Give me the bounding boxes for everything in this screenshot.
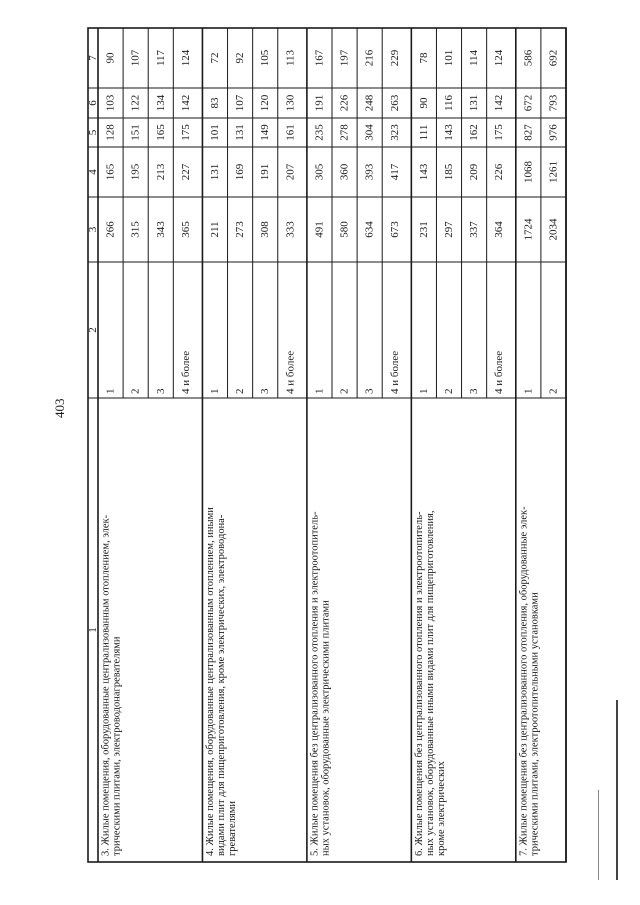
cell-value: 169 <box>234 163 247 181</box>
room-count: 2 <box>547 388 560 394</box>
group-title-line: видами плит для пищеприготовления, кроме электрических, электроводона- <box>215 514 227 856</box>
cell-value: 315 <box>129 221 142 238</box>
cell-value: 634 <box>363 221 376 238</box>
room-count: 2 <box>234 388 247 394</box>
cell-value: 175 <box>493 124 506 141</box>
cell-value: 167 <box>313 49 326 67</box>
cell-value: 248 <box>363 94 376 112</box>
cell-value: 111 <box>417 124 430 141</box>
cell-value: 162 <box>468 124 481 141</box>
cell-value: 143 <box>417 163 430 181</box>
room-count: 4 и более <box>179 350 192 394</box>
cell-value: 122 <box>129 94 142 112</box>
cell-value: 124 <box>493 49 506 67</box>
cell-value: 976 <box>547 124 560 141</box>
cell-value: 92 <box>234 52 247 64</box>
cell-value: 229 <box>388 49 401 67</box>
cell-value: 120 <box>259 94 272 112</box>
cell-value: 114 <box>468 49 481 67</box>
cell-value: 130 <box>284 94 297 112</box>
cell-value: 90 <box>417 97 430 109</box>
cell-value: 333 <box>284 221 297 238</box>
cell-value: 128 <box>104 124 117 141</box>
cell-value: 586 <box>522 49 535 67</box>
column-header: 6 <box>87 100 99 106</box>
cell-value: 278 <box>338 124 351 141</box>
cell-value: 304 <box>363 124 376 141</box>
group-title-line: гревателями <box>226 800 238 856</box>
column-header: 3 <box>87 226 99 233</box>
cell-value: 142 <box>493 94 506 112</box>
cell-value: 226 <box>338 94 351 112</box>
cell-value: 101 <box>209 124 221 141</box>
cell-value: 117 <box>154 49 167 67</box>
cell-value: 113 <box>284 49 297 67</box>
cell-value: 227 <box>179 163 192 181</box>
column-header: 2 <box>87 327 99 333</box>
room-count: 1 <box>104 388 117 394</box>
cell-value: 211 <box>209 221 221 238</box>
group-title-line: ных установок, оборудованные иными видами плит для пищеприготовления, <box>424 510 436 856</box>
room-count: 3 <box>363 388 376 394</box>
cell-value: 337 <box>468 221 481 238</box>
cell-value: 165 <box>154 124 167 141</box>
cell-value: 417 <box>388 163 401 181</box>
cell-value: 134 <box>154 94 167 112</box>
room-count: 3 <box>259 388 272 394</box>
cell-value: 142 <box>179 94 192 112</box>
cell-value: 297 <box>443 221 455 238</box>
cell-value: 692 <box>547 49 560 67</box>
cell-value: 83 <box>209 97 221 109</box>
cell-value: 72 <box>209 52 221 64</box>
cell-value: 226 <box>493 163 506 181</box>
cell-value: 175 <box>179 124 192 141</box>
cell-value: 209 <box>468 163 481 181</box>
cell-value: 827 <box>522 124 535 141</box>
column-header: 1 <box>87 627 99 633</box>
cell-value: 143 <box>443 124 455 141</box>
cell-value: 107 <box>234 94 247 112</box>
group-title-line: трическими плитами, электроотопительными установками <box>529 592 541 856</box>
cell-value: 360 <box>338 163 351 181</box>
room-count: 2 <box>338 388 351 394</box>
room-count: 2 <box>129 388 142 394</box>
group-title-line: кроме электрических <box>435 761 447 856</box>
column-header: 5 <box>87 129 99 136</box>
cell-value: 131 <box>234 124 247 141</box>
room-count: 4 и более <box>493 350 506 394</box>
cell-value: 1068 <box>522 161 535 183</box>
column-header: 7 <box>87 55 99 61</box>
cell-value: 124 <box>179 49 192 67</box>
group-title-line: трическими плитами, электроводонагревателями <box>111 636 123 856</box>
cell-value: 195 <box>129 163 142 181</box>
cell-value: 305 <box>313 163 326 181</box>
cell-value: 231 <box>417 221 430 238</box>
room-count: 2 <box>443 388 455 394</box>
cell-value: 308 <box>259 221 272 238</box>
cell-value: 323 <box>388 124 401 141</box>
room-count: 3 <box>468 388 481 394</box>
room-count: 1 <box>522 388 535 394</box>
cell-value: 90 <box>104 52 117 64</box>
cell-value: 273 <box>234 221 247 238</box>
column-header: 4 <box>87 169 99 175</box>
cell-value: 197 <box>338 49 351 67</box>
cell-value: 103 <box>104 94 117 112</box>
cell-value: 131 <box>209 163 221 181</box>
cell-value: 673 <box>388 221 401 238</box>
room-count: 3 <box>154 388 167 394</box>
cell-value: 165 <box>104 163 117 181</box>
cell-value: 101 <box>443 49 455 67</box>
cell-value: 161 <box>284 124 297 141</box>
cell-value: 116 <box>443 94 455 112</box>
cell-value: 343 <box>154 221 167 238</box>
cell-value: 266 <box>104 221 117 238</box>
cell-value: 107 <box>129 49 142 67</box>
cell-value: 191 <box>259 163 272 181</box>
room-count: 4 и более <box>388 350 401 394</box>
cell-value: 580 <box>338 221 351 238</box>
cell-value: 149 <box>259 124 272 141</box>
cell-value: 672 <box>522 94 535 112</box>
cell-value: 263 <box>388 94 401 112</box>
cell-value: 151 <box>129 124 142 141</box>
room-count: 1 <box>313 388 326 394</box>
cell-value: 1261 <box>547 161 560 183</box>
cell-value: 105 <box>259 49 272 67</box>
scan-edge-mark <box>598 790 599 880</box>
page-number: 403 <box>52 398 67 418</box>
cell-value: 364 <box>493 221 506 238</box>
group-title-line: 3. Жилые помещения, оборудованные централизованным отоплением, элек- <box>100 514 112 856</box>
cell-value: 365 <box>179 221 192 238</box>
room-count: 4 и более <box>284 350 297 394</box>
cell-value: 185 <box>443 163 455 181</box>
room-count: 1 <box>417 388 430 394</box>
room-count: 1 <box>209 388 221 394</box>
group-title-line: 5. Жилые помещения без централизованного отопления и электроотопитель- <box>309 511 321 856</box>
group-title-line: 7. Жилые помещения без централизованного отопления, оборудованные элек- <box>518 506 530 856</box>
cell-value: 213 <box>154 163 167 181</box>
cell-value: 131 <box>468 94 481 112</box>
cell-value: 207 <box>284 163 297 181</box>
cell-value: 393 <box>363 163 376 181</box>
group-title-line: ных установок, оборудованные электрическими плитами <box>320 600 332 856</box>
cell-value: 2034 <box>547 218 560 241</box>
group-title-line: 4. Жилые помещения, оборудованные централизованным отоплением, иными <box>204 507 216 856</box>
group-title-line: 6. Жилые помещения без централизованного отопления и электроотопитель- <box>413 511 425 856</box>
scan-edge-mark <box>616 700 618 880</box>
cell-value: 491 <box>313 221 326 238</box>
cell-value: 78 <box>417 52 430 64</box>
cell-value: 216 <box>363 49 376 67</box>
cell-value: 235 <box>313 124 326 141</box>
cell-value: 191 <box>313 94 326 112</box>
cell-value: 1724 <box>522 218 535 241</box>
cell-value: 793 <box>547 94 560 112</box>
